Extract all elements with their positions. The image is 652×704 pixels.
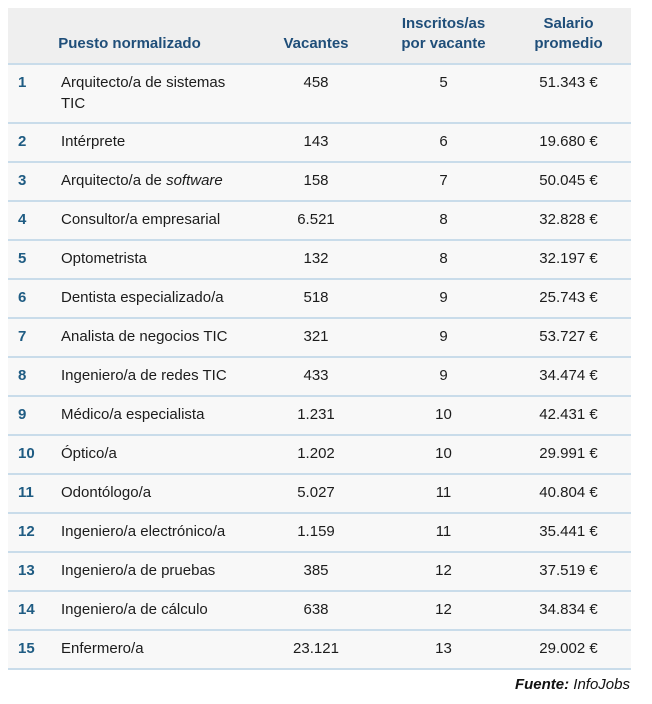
puesto-text: Ingeniero/a de redes TIC	[61, 367, 227, 384]
row-inscritos: 11	[381, 474, 506, 513]
row-inscritos: 10	[381, 396, 506, 435]
row-salario: 25.743 €	[506, 279, 631, 318]
row-salario: 34.834 €	[506, 591, 631, 630]
row-inscritos: 9	[381, 279, 506, 318]
table-row	[8, 64, 631, 123]
row-vacantes: 433	[251, 357, 381, 396]
row-vacantes: 638	[251, 591, 381, 630]
puesto-text: Ingeniero/a de pruebas	[61, 562, 216, 579]
row-inscritos: 9	[381, 318, 506, 357]
puesto-italic-text: software	[166, 172, 223, 189]
puesto-text: Ingeniero/a de cálculo	[61, 601, 208, 618]
puesto-text: Dentista especializado/a	[61, 289, 224, 306]
puesto-line2: TIC	[61, 95, 86, 112]
table-row	[8, 513, 631, 552]
puesto-text: Médico/a especialista	[61, 406, 205, 423]
row-salario: 37.519 €	[506, 552, 631, 591]
row-vacantes: 6.521	[251, 201, 381, 240]
row-salario: 29.002 €	[506, 630, 631, 669]
table-row	[8, 162, 631, 201]
source-label: Fuente:	[514, 676, 570, 693]
row-salario: 34.474 €	[506, 357, 631, 396]
row-puesto	[55, 435, 251, 474]
row-inscritos: 6	[381, 123, 506, 162]
row-inscritos: 11	[381, 513, 506, 552]
row-rank: 9	[8, 396, 55, 435]
puesto-text: Analista de negocios TIC	[61, 328, 228, 345]
row-puesto	[55, 591, 251, 630]
row-rank: 13	[8, 552, 55, 591]
row-puesto	[55, 279, 251, 318]
row-rank: 8	[8, 357, 55, 396]
row-vacantes: 1.202	[251, 435, 381, 474]
row-vacantes: 385	[251, 552, 381, 591]
row-puesto	[55, 162, 251, 201]
row-puesto	[55, 240, 251, 279]
puesto-text: Optometrista	[61, 250, 147, 267]
row-puesto	[55, 396, 251, 435]
row-inscritos: 12	[381, 591, 506, 630]
row-puesto	[55, 630, 251, 669]
row-rank: 11	[8, 474, 55, 513]
row-vacantes: 132	[251, 240, 381, 279]
table-row	[8, 279, 631, 318]
row-salario: 51.343 €	[506, 64, 631, 123]
source-value: InfoJobs	[573, 676, 630, 693]
puesto-text: Odontólogo/a	[61, 484, 152, 501]
header-row	[8, 8, 631, 64]
table-row	[8, 357, 631, 396]
col-header-vacantes: Vacantes	[251, 8, 381, 64]
table-row	[8, 123, 631, 162]
row-vacantes: 5.027	[251, 474, 381, 513]
table-row	[8, 552, 631, 591]
row-rank: 4	[8, 201, 55, 240]
row-salario: 40.804 €	[506, 474, 631, 513]
row-vacantes: 518	[251, 279, 381, 318]
table-row	[8, 591, 631, 630]
row-salario: 42.431 €	[506, 396, 631, 435]
row-salario: 35.441 €	[506, 513, 631, 552]
table-row	[8, 240, 631, 279]
row-rank: 10	[8, 435, 55, 474]
row-rank: 15	[8, 630, 55, 669]
col-header-salario: Salario promedio	[506, 8, 631, 64]
puesto-text: Enfermero/a	[61, 640, 144, 657]
row-inscritos: 8	[381, 201, 506, 240]
row-vacantes: 143	[251, 123, 381, 162]
row-salario: 32.828 €	[506, 201, 631, 240]
table-row	[8, 474, 631, 513]
row-inscritos: 10	[381, 435, 506, 474]
row-puesto	[55, 357, 251, 396]
jobs-table	[8, 8, 631, 670]
row-inscritos: 8	[381, 240, 506, 279]
row-salario: 53.727 €	[506, 318, 631, 357]
row-puesto	[55, 201, 251, 240]
row-inscritos: 12	[381, 552, 506, 591]
row-vacantes: 458	[251, 64, 381, 123]
row-puesto	[55, 123, 251, 162]
table-row	[8, 201, 631, 240]
col-header-puesto: Puesto normalizado	[8, 8, 251, 64]
puesto-text: Arquitecto/a de	[61, 172, 167, 189]
source-note	[8, 676, 630, 693]
row-rank: 12	[8, 513, 55, 552]
row-puesto	[55, 64, 251, 123]
table-row	[8, 396, 631, 435]
row-puesto	[55, 552, 251, 591]
row-vacantes: 321	[251, 318, 381, 357]
col-header-inscritos: Inscritos/as por vacante	[381, 8, 506, 64]
row-rank: 14	[8, 591, 55, 630]
table-row	[8, 435, 631, 474]
puesto-text: Consultor/a empresarial	[61, 211, 221, 228]
row-vacantes: 1.159	[251, 513, 381, 552]
row-vacantes: 158	[251, 162, 381, 201]
row-salario: 50.045 €	[506, 162, 631, 201]
puesto-text: Óptico/a	[61, 445, 117, 462]
puesto-text: Arquitecto/a de sistemas	[61, 74, 226, 91]
table-row	[8, 630, 631, 669]
row-rank: 3	[8, 162, 55, 201]
row-rank: 2	[8, 123, 55, 162]
row-inscritos: 7	[381, 162, 506, 201]
table-row	[8, 318, 631, 357]
puesto-text: Ingeniero/a electrónico/a	[61, 523, 226, 540]
row-puesto	[55, 513, 251, 552]
row-rank: 1	[8, 64, 55, 123]
row-salario: 32.197 €	[506, 240, 631, 279]
row-puesto	[55, 474, 251, 513]
row-inscritos: 13	[381, 630, 506, 669]
row-rank: 7	[8, 318, 55, 357]
row-rank: 5	[8, 240, 55, 279]
row-inscritos: 9	[381, 357, 506, 396]
row-rank: 6	[8, 279, 55, 318]
row-vacantes: 23.121	[251, 630, 381, 669]
row-puesto	[55, 318, 251, 357]
puesto-text: Intérprete	[61, 133, 126, 150]
row-vacantes: 1.231	[251, 396, 381, 435]
row-salario: 19.680 €	[506, 123, 631, 162]
row-inscritos: 5	[381, 64, 506, 123]
row-salario: 29.991 €	[506, 435, 631, 474]
